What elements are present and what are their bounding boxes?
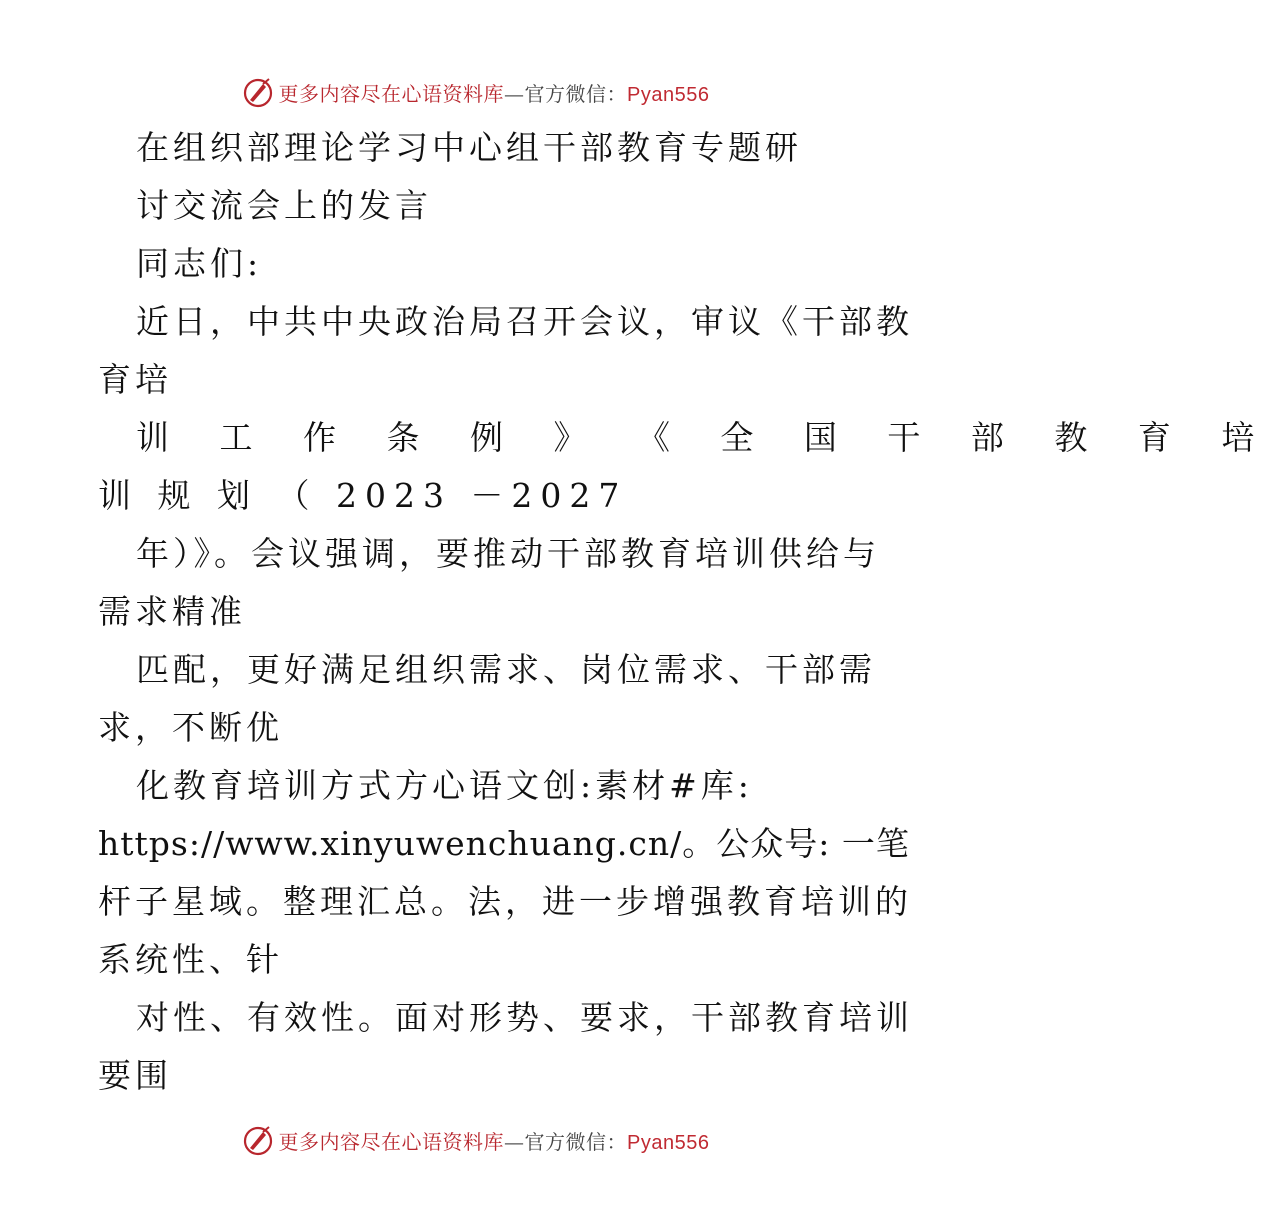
doc-line: 杆子星域。整理汇总。法，进一步增强教育培训的: [98, 882, 912, 921]
doc-line: 年）》。会议强调，要推动干部教育培训供给与: [136, 534, 880, 573]
doc-line: 系统性、针: [98, 940, 283, 979]
doc-line: 匹配，更好满足组织需求、岗位需求、干部需: [136, 650, 876, 689]
doc-line: 化教育培训方式方心语文创:素材#库:: [136, 766, 753, 805]
banner-text: [279, 78, 710, 107]
banner-dash: —: [504, 1129, 525, 1154]
quill-logo-icon: [241, 1123, 275, 1157]
banner-wechat-id: Pyan556: [627, 1131, 710, 1154]
footer-banner: [0, 1120, 950, 1160]
doc-line: 要围: [98, 1056, 172, 1095]
doc-line: 需求精准: [98, 592, 246, 631]
doc-line: 近日，中共中央政治局召开会议，审议《干部教: [136, 302, 913, 341]
doc-line: 讨交流会上的发言: [136, 186, 432, 225]
header-banner: [0, 72, 950, 112]
doc-line: 训 工 作 条 例 》 《 全 国 干 部 教 育 培: [136, 418, 1274, 457]
banner-lead-text: 更多内容尽在心语资料库: [278, 81, 505, 106]
doc-line: https://www.xinyuwenchuang.cn/。公众号: 一笔: [98, 824, 910, 863]
doc-line: 同志们:: [136, 244, 263, 283]
doc-line: 育培: [98, 360, 172, 399]
quill-logo-icon: [241, 75, 275, 109]
doc-line: 求，不断优: [98, 708, 283, 747]
banner-wechat-label: 官方微信：: [524, 1129, 628, 1154]
doc-line: 对性、有效性。面对形势、要求，干部教育培训: [136, 998, 913, 1037]
banner-dash: —: [504, 81, 525, 106]
doc-line: 在组织部理论学习中心组干部教育专题研: [136, 128, 802, 167]
banner-wechat-id: Pyan556: [627, 83, 710, 106]
banner-lead-text: 更多内容尽在心语资料库: [278, 1129, 505, 1154]
banner-wechat-label: 官方微信：: [524, 81, 628, 106]
doc-line: 训 规 划 （ 2023 －2027: [98, 476, 628, 515]
banner-text: [279, 1126, 710, 1155]
